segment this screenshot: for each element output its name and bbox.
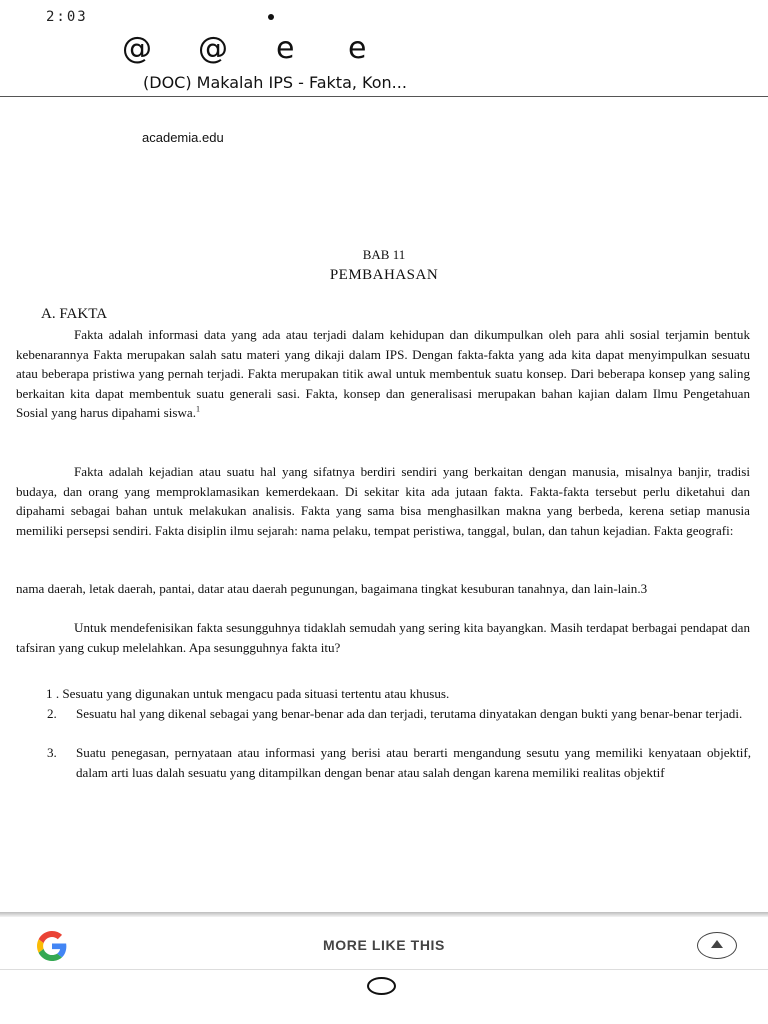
chapter-number: BAB 11: [362, 247, 406, 262]
paragraph: [16, 325, 750, 423]
chevron-up-icon[interactable]: [697, 932, 737, 959]
list-item-text: Sesuatu yang digunakan untuk mengacu pada situasi tertentu atau khusus.: [62, 686, 450, 701]
home-button-icon[interactable]: [367, 977, 396, 995]
e-letter-icon: e: [348, 31, 367, 66]
list-item: [46, 684, 449, 704]
paragraph-text: nama daerah, letak daerah, pantai, datar atau daerah pegunungan, bagaimana tingkat kesuburan tanahnya, dan lain-lain.3: [16, 581, 648, 596]
status-bar: [0, 0, 768, 34]
more-like-this-label[interactable]: MORE LIKE THIS: [323, 937, 445, 953]
list-item-number: 2.: [47, 706, 57, 721]
bottom-bar: [0, 917, 768, 969]
chapter-title: PEMBAHASAN: [329, 267, 439, 283]
paragraph: [16, 462, 750, 540]
paragraph: [16, 618, 750, 657]
nav-divider: [0, 969, 768, 970]
paragraph: [16, 579, 750, 599]
notification-dot-icon: [268, 14, 274, 20]
section-heading: A. FAKTA: [41, 306, 108, 322]
list-item-number: 1 .: [46, 686, 60, 701]
list-item-text: Sesuatu hal yang dikenal sebagai yang benar-benar ada dan terjadi, terutama dinyatakan dengan bukti yang benar-benar terjadi.: [76, 706, 743, 721]
status-time: 2:03: [46, 9, 88, 25]
site-label: academia.edu: [142, 130, 224, 145]
list-item-number: 3.: [47, 745, 57, 760]
page-title[interactable]: (DOC) Makalah IPS - Fakta, Kon...: [143, 73, 407, 92]
paragraph-text: Fakta adalah kejadian atau suatu hal yang sifatnya berdiri sendiri yang berkaitan dengan manusia, misalnya banjir, tradisi budaya, dan orang yang memproklamasikan kemerdekaan. Di sekitar kita ada jutaan fakta. Fakta-fakta tersebut perlu diketahui dan dipahami sebagai bahan untuk melakukan analisis. Fakta yang sama bisa menghasilkan makna yang berbeda, kerena setiap manusia memiliki persepsi sendiri. Fakta disiplin ilmu sejarah: nama pelaku, tempat peristiwa, tanggal, bulan, dan tahun kejadian. Fakta geografi:: [16, 464, 750, 538]
paragraph-text: Fakta adalah informasi data yang ada atau terjadi dalam kehidupan dan dikumpulkan oleh para ahli sosial terjamin bentuk kebenarannya Fakta merupakan salah satu materi yang dikaji dalam IPS. Dengan fakta-fakta yang ada kita dapat menyimpulkan sesuatu atau beberapa pristiwa yang pernah terjadi. Fakta merupakan titik awal untuk membentuk suatu konsep. Dari beberapa konsep yang saling berkaitan kita dapat membentuk suatu generali sasi. Fakta, konsep dan generalisasi merupakan bahan kajian dalam Ilmu Pengetahuan Sosial yang harus dipahami siswa.: [16, 327, 750, 420]
footnote-mark: 1: [196, 404, 201, 414]
paragraph-text: Untuk mendefenisikan fakta sesungguhnya tidaklah semudah yang sering kita bayangkan. Masih terdapat berbagai pendapat dan tafsiran yang cukup melelahkan. Apa sesungguhnya fakta itu?: [16, 620, 750, 655]
list-item-text: Suatu penegasan, pernyataan atau informasi yang berisi atau berarti mengandung sesutu yang memiliki kenyataan objektif, dalam arti luas dalah sesuatu yang ditampilkan dengan benar atau salah dengan karena memiliki realitas objektif: [76, 745, 751, 780]
at-sign-icon: @: [122, 31, 152, 66]
at-sign-icon: @: [198, 31, 228, 66]
document-page[interactable]: [0, 97, 768, 912]
e-letter-icon: e: [276, 31, 295, 66]
